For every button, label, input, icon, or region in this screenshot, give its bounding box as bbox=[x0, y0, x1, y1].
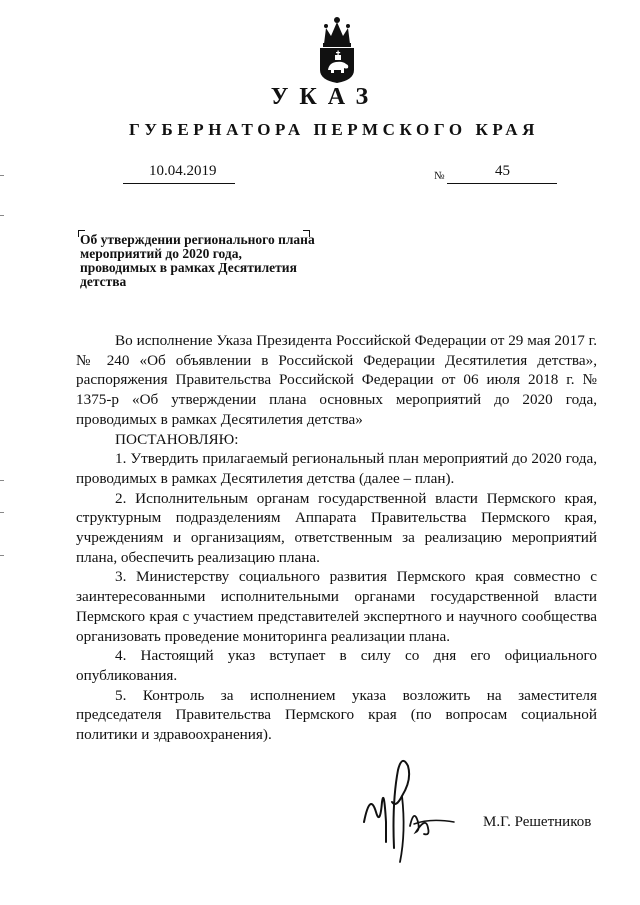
document-body bbox=[76, 331, 597, 745]
document-subtitle: ГУБЕРНАТОРА ПЕРМСКОГО КРАЯ bbox=[129, 120, 539, 139]
margin-tick bbox=[0, 555, 4, 556]
document-number: 45 bbox=[495, 163, 510, 179]
decree-item-2: 2. Исполнительным органам государственной власти Пермского края, структурным подразделениям Аппарата Правительства Пермского края, учреждениям и организациям, ответственным за реализацию мероприятий плана, обеспечить реализацию плана. bbox=[76, 489, 597, 566]
decree-item-3: 3. Министерству социального развития Пермского края совместно с заинтересованными исполнительными органами государственной власти Пермского края с участием представителей экспертного и научного сообщества организовать проведение мониторинга реализации плана. bbox=[76, 568, 597, 645]
document-title: УКАЗ bbox=[270, 84, 380, 110]
decree-item-5: 5. Контроль за исполнением указа возложить на заместителя председателя Правительства Пермского края (по вопросам социальной политики и здравоохранения). bbox=[76, 686, 597, 744]
decree-word: ПОСТАНОВЛЯЮ: bbox=[115, 430, 239, 448]
decree-item-1: 1. Утвердить прилагаемый региональный план мероприятий до 2020 года, проводимых в рамках Десятилетия детства (далее – план). bbox=[76, 450, 597, 487]
number-field bbox=[447, 163, 557, 184]
margin-tick bbox=[0, 480, 4, 481]
decree-item-4: 4. Настоящий указ вступает в силу со дня его официального опубликования. bbox=[76, 647, 597, 684]
number-label: № bbox=[434, 170, 445, 182]
coat-of-arms-icon bbox=[316, 14, 358, 84]
margin-tick bbox=[0, 512, 4, 513]
document-heading: Об утверждении регионального плана мероприятий до 2020 года, проводимых в рамках Десятилетия детства bbox=[80, 232, 315, 289]
margin-tick bbox=[0, 215, 4, 216]
signer-name: М.Г. Решетников bbox=[483, 814, 592, 830]
document-date: 10.04.2019 bbox=[149, 163, 217, 179]
margin-tick bbox=[0, 175, 4, 176]
preamble-paragraph: Во исполнение Указа Президента Российской Федерации от 29 мая 2017 г. № 240 «Об объявлении в Российской Федерации Десятилетия детства», распоряжения Правительства Российской Федерации от 06 июля 2018 г. № 1375-р «Об утверждении плана основных мероприятий до 2020 года, проводимых в рамках Десятилетия детства» bbox=[76, 332, 597, 428]
date-field bbox=[123, 163, 235, 184]
signature-image bbox=[356, 752, 456, 864]
